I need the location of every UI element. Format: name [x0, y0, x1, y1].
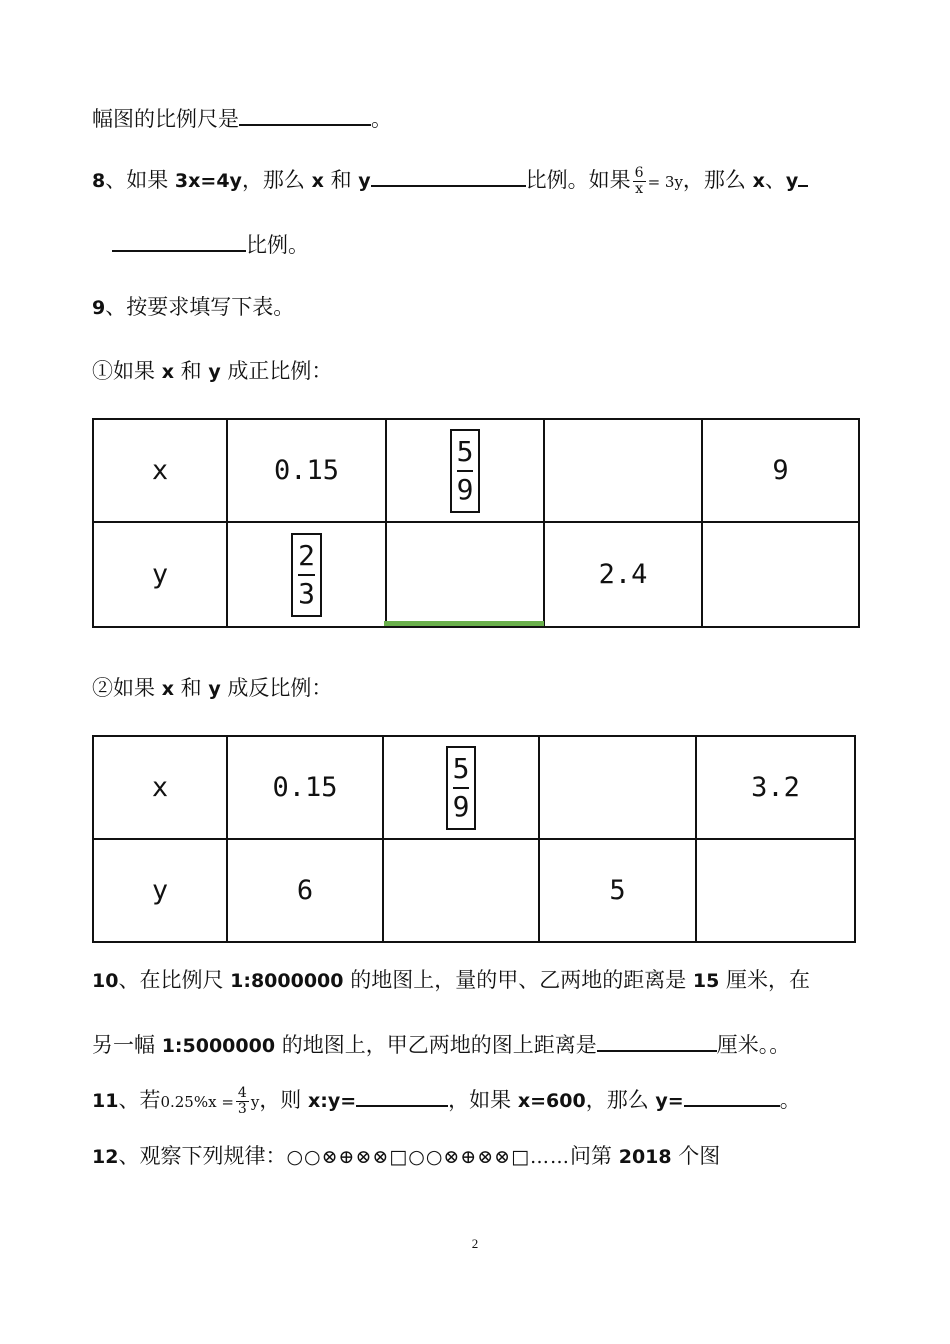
q11-answer-label: y= — [655, 1090, 684, 1112]
part-2-heading — [92, 673, 332, 704]
q8-text: ，那么 — [682, 168, 753, 192]
cell: 2.4 — [544, 522, 702, 627]
q12-text: 个图 — [671, 1144, 721, 1168]
frac-num: 5 — [453, 751, 470, 789]
q9-number: 9 — [92, 297, 106, 319]
q8-text: 比例。 — [246, 233, 309, 257]
part-1-heading — [92, 356, 332, 387]
q10-text: 另一幅 — [92, 1033, 162, 1057]
q11-text: ，那么 — [585, 1088, 656, 1112]
frac-den: 9 — [456, 472, 474, 506]
q11-ratio: x:y= — [308, 1090, 357, 1112]
frac-den: x — [635, 181, 644, 197]
q11-expr: 0.25%x = — [160, 1093, 234, 1111]
fraction — [236, 1086, 249, 1117]
frac-den: 9 — [452, 789, 470, 823]
answer-blank[interactable] — [112, 228, 246, 252]
q8-text: ，那么 — [241, 168, 312, 192]
q10-number: 10 — [92, 970, 119, 992]
answer-blank[interactable] — [684, 1083, 780, 1107]
q10-text: 厘米，在 — [719, 968, 811, 992]
cell-fraction — [227, 522, 386, 627]
cell-empty[interactable] — [539, 736, 696, 839]
answer-blank[interactable] — [371, 163, 526, 187]
q8-text: 、如果 — [105, 168, 175, 192]
cell: 3.2 — [696, 736, 855, 839]
answer-blank[interactable] — [239, 102, 371, 126]
table-row — [93, 839, 855, 942]
cell: 0.15 — [227, 736, 383, 839]
q10-distance: 15 — [692, 970, 720, 992]
punct: 。 — [371, 107, 392, 131]
q12-n: 2018 — [618, 1146, 672, 1168]
part2-text: 和 — [173, 676, 209, 700]
cell-empty[interactable] — [696, 839, 855, 942]
cell-empty[interactable] — [702, 522, 859, 627]
q12-number: 12 — [92, 1146, 119, 1168]
frac-den: 3 — [298, 576, 315, 610]
cell-empty[interactable] — [386, 522, 544, 627]
var-y: y — [358, 170, 371, 192]
question-8-cont — [112, 228, 309, 260]
intro-text: 幅图的比例尺是 — [92, 107, 239, 131]
part2-text: ②如果 — [92, 676, 162, 700]
row-label-y: y — [93, 839, 227, 942]
q11-var: y — [250, 1093, 260, 1111]
q8-text: 和 — [323, 168, 359, 192]
question-9 — [92, 292, 294, 323]
table-direct-proportion — [92, 418, 858, 626]
var-x: x — [311, 170, 324, 192]
row-label-y: y — [93, 522, 227, 627]
var-x: x — [161, 678, 174, 700]
q10-scale: 1:8000000 — [230, 970, 344, 992]
table-row — [93, 736, 855, 839]
part1-text: 成正比例： — [220, 359, 333, 383]
q10-scale: 1:5000000 — [161, 1035, 276, 1057]
var-y: y — [785, 170, 799, 192]
answer-blank[interactable] — [798, 163, 808, 187]
var-x: x — [752, 170, 765, 192]
frac-num: 4 — [237, 1085, 247, 1101]
frac-den: 3 — [237, 1101, 247, 1117]
q10-text: 的地图上，甲乙两地的图上距离是 — [275, 1033, 597, 1057]
q8-text: 、 — [764, 168, 786, 192]
cell: 5 — [539, 839, 696, 942]
cell: 6 — [227, 839, 383, 942]
question-11 — [92, 1083, 801, 1117]
cell-fraction — [386, 419, 544, 522]
cell: 0.15 — [227, 419, 386, 522]
question-12 — [92, 1141, 720, 1172]
frac-num: 2 — [298, 538, 315, 576]
part1-text: ①如果 — [92, 359, 162, 383]
part2-text: 成反比例： — [220, 676, 333, 700]
q12-text: 、观察下列规律： — [118, 1144, 287, 1168]
cell-fraction — [383, 736, 539, 839]
cell-empty[interactable] — [383, 839, 539, 942]
var-y: y — [208, 678, 221, 700]
q10-text: 厘米。。 — [716, 1033, 791, 1057]
table-row — [93, 419, 859, 522]
q11-text: ，如果 — [448, 1088, 518, 1112]
q11-condition: x=600 — [517, 1090, 586, 1112]
question-8 — [92, 163, 808, 197]
q10-text: 、在比例尺 — [118, 968, 231, 992]
answer-blank[interactable] — [356, 1083, 448, 1107]
question-10 — [92, 965, 810, 996]
symbol-pattern: ○○⊗⊕⊗⊗□○○⊗⊕⊗⊗□…… — [286, 1146, 571, 1168]
frac-num: 6 — [634, 165, 644, 181]
table-row — [93, 522, 859, 627]
page-number: 2 — [471, 1236, 479, 1251]
q11-text: ，则 — [259, 1088, 308, 1112]
q10-text: 的地图上，量的甲、乙两地的距离是 — [343, 968, 693, 992]
row-label-x: x — [93, 736, 227, 839]
q11-number: 11 — [92, 1090, 119, 1112]
part1-text: 和 — [173, 359, 209, 383]
answer-blank[interactable] — [597, 1028, 717, 1052]
q9-text: 、按要求填写下表。 — [105, 295, 295, 319]
cell: 9 — [702, 419, 859, 522]
q12-text: 问第 — [570, 1144, 619, 1168]
fraction — [633, 166, 646, 197]
q8-number: 8 — [92, 170, 106, 192]
frac-num: 5 — [457, 434, 474, 472]
q8-text: 比例。如果 — [525, 168, 631, 192]
row-label-x: x — [93, 419, 227, 522]
punct: 。 — [779, 1088, 801, 1112]
q8-eq-rest: = 3y — [647, 173, 683, 191]
q8-equation: 3x=4y — [174, 170, 242, 192]
question-10-cont — [92, 1028, 790, 1061]
var-x: x — [161, 361, 174, 383]
var-y: y — [208, 361, 221, 383]
cell-empty[interactable] — [544, 419, 702, 522]
q11-text: 、若 — [118, 1088, 161, 1112]
green-underline — [384, 621, 544, 626]
intro-line — [92, 102, 392, 134]
table-inverse-proportion — [92, 735, 854, 941]
